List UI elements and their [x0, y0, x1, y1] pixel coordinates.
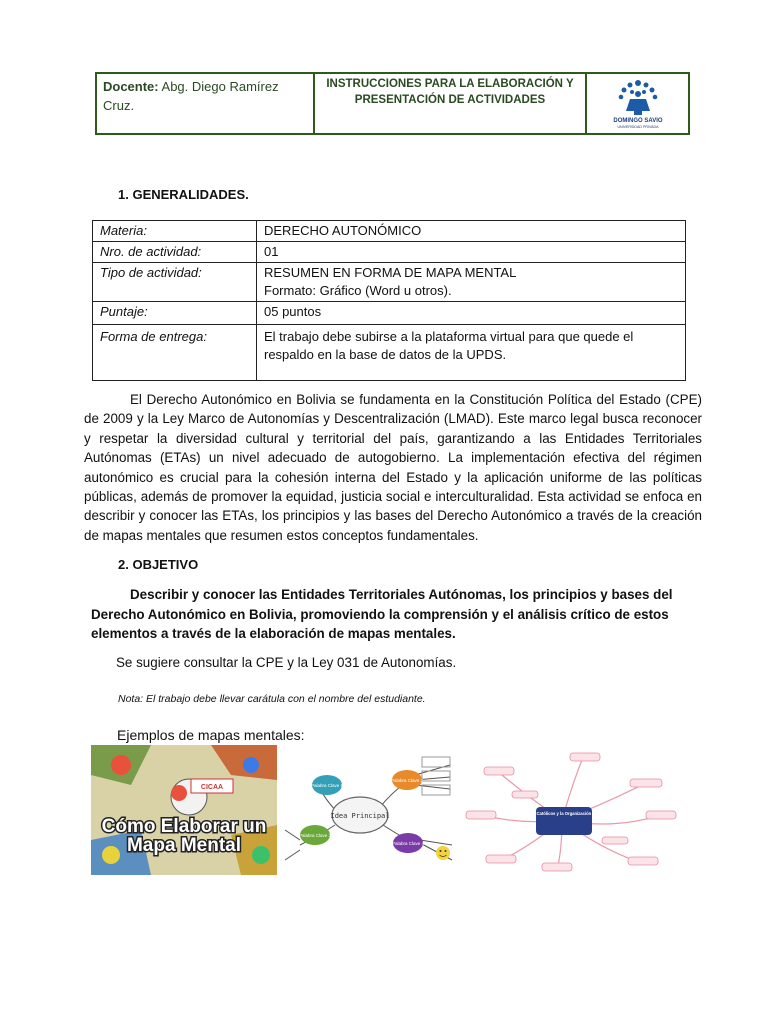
img2-node-4: Palabra Clave 4 [391, 841, 425, 846]
row-value [257, 263, 686, 302]
row-value: 01 [257, 242, 686, 263]
mind-map-collage-image [91, 745, 277, 875]
table-row [93, 302, 686, 325]
objective-text: Describir y conocer las Entidades Territoriales Autónomas, los principios y bases del Derecho Autonómico en Bolivia, promoviendo la comprensión y el análisis crítico de estos elementos a través de la elaboración de mapas mentales. [91, 587, 673, 641]
row-label: Materia: [93, 221, 257, 242]
row-label: Puntaje: [93, 302, 257, 325]
row-value: DERECHO AUTONÓMICO [257, 221, 686, 242]
table-row [93, 325, 686, 381]
section-1-title: 1. GENERALIDADES. [118, 187, 249, 202]
img2-node-1: Palabra Clave 1 [310, 783, 344, 788]
intro-paragraph: El Derecho Autonómico en Bolivia se fundamenta en la Constitución Política del Estado (CPE) de 2009 y la Ley Marco de Autonomías y Descentralización (LMAD). Este marco legal busca reconocer y respetar la diversidad cultural y territorial del país, garantizando a las Entidades Territoriales Autónomas (ETAs) un nivel adecuado de autogobierno. La implementación efectiva del régimen autonómico es crucial para la cohesión interna del Estado y la aplicación uniforme de las políticas públicas, además de promover la equidad, justicia social e interculturalidad. Esta actividad se enfoca en describir y conocer las ETAs, los principios y las bases del Derecho Autonómico a través de la creación de mapas mentales que resumen estos conceptos fundamentales. [84, 392, 702, 543]
example-image-2 [280, 745, 456, 875]
row-label: Tipo de actividad: [93, 263, 257, 302]
row-value-line-2: Formato: Gráfico (Word u otros). [264, 283, 452, 298]
instructions-title: INSTRUCCIONES PARA LA ELABORACIÓN Y PRESENTACIÓN DE ACTIVIDADES [315, 74, 587, 133]
row-value: El trabajo debe subirse a la plataforma virtual para que quede el respaldo en la base de datos de la UPDS. [257, 325, 686, 381]
examples-title: Ejemplos de mapas mentales: [117, 727, 305, 743]
table-row [93, 242, 686, 263]
img1-title-line-1: Cómo Elaborar un [101, 816, 267, 837]
img2-node-3: Palabra Clave 3 [298, 833, 332, 838]
img1-title-line-2: Mapa Mental [126, 835, 242, 856]
example-image-3 [462, 745, 678, 875]
logo-icon [606, 77, 670, 131]
mind-map-branches-image [462, 745, 678, 875]
docente-name: Abg. Diego Ramírez Cruz. [103, 79, 279, 113]
table-row [93, 263, 686, 302]
docente-label: Docente: [103, 79, 159, 94]
svg-text:CICAA: CICAA [200, 784, 224, 791]
note-text: Nota: El trabajo debe llevar carátula con el nombre del estudiante. [118, 693, 426, 705]
example-image-1 [91, 745, 277, 875]
university-logo [587, 74, 688, 133]
docente-cell [97, 74, 315, 133]
mind-map-diagram-image [280, 745, 456, 875]
img2-node-2: Palabra Clave 2 [390, 778, 424, 783]
svg-text:UNIVERSIDAD PRIVADA: UNIVERSIDAD PRIVADA [616, 124, 659, 129]
row-value-line-1: RESUMEN EN FORMA DE MAPA MENTAL [264, 265, 517, 280]
img3-center-label: Los Reyes Católicos y la Organización del Estado [514, 811, 614, 816]
svg-text:DOMINGO SAVIO: DOMINGO SAVIO [612, 117, 663, 124]
table-row [93, 221, 686, 242]
document-header [95, 72, 690, 135]
img2-center-label: Idea Principal [330, 812, 390, 820]
row-value: 05 puntos [257, 302, 686, 325]
generalidades-table [92, 220, 686, 381]
row-label: Forma de entrega: [93, 325, 257, 381]
row-label: Nro. de actividad: [93, 242, 257, 263]
section-2-title: 2. OBJETIVO [118, 557, 199, 572]
suggestion-text: Se sugiere consultar la CPE y la Ley 031 de Autonomías. [116, 655, 457, 670]
